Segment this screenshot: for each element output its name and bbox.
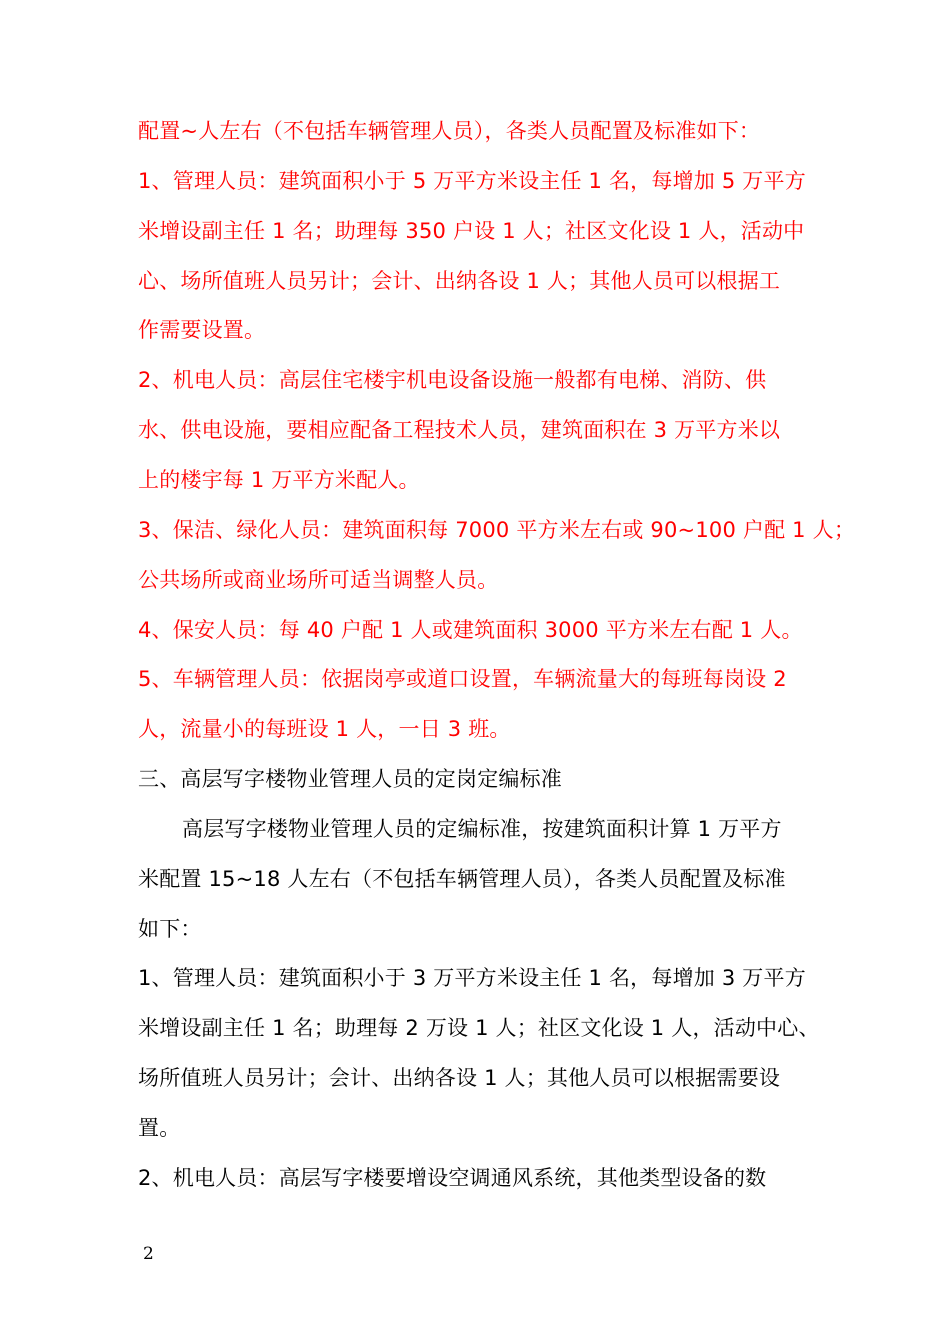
text-line: 5、车辆管理人员：依据岗亭或道口设置，车辆流量大的每班每岗设 2	[138, 667, 787, 691]
text-line: 如下：	[138, 917, 202, 941]
text-line: 配置~人左右（不包括车辆管理人员），各类人员配置及标准如下：	[138, 119, 761, 143]
text-line: 1、管理人员：建筑面积小于 5 万平方米设主任 1 名，每增加 5 万平方	[138, 169, 806, 193]
text-line: 三、高层写字楼物业管理人员的定岗定编标准	[138, 767, 562, 791]
text-line: 置。	[138, 1116, 181, 1140]
text-line: 米增设副主任 1 名；助理每 2 万设 1 人；社区文化设 1 人，活动中心、	[138, 1016, 820, 1040]
text-line: 水、供电设施，要相应配备工程技术人员，建筑面积在 3 万平方米以	[138, 418, 781, 442]
text-line: 场所值班人员另计；会计、出纳各设 1 人；其他人员可以根据需要设	[138, 1066, 781, 1090]
text-line: 米配置 15~18 人左右（不包括车辆管理人员），各类人员配置及标准	[138, 867, 786, 891]
page-number: 2	[143, 1244, 154, 1264]
text-line: 2、机电人员：高层写字楼要增设空调通风系统，其他类型设备的数	[138, 1166, 767, 1190]
text-line: 3、保洁、绿化人员：建筑面积每 7000 平方米左右或 90~100 户配 1 人；	[138, 518, 856, 542]
text-line: 4、保安人员：每 40 户配 1 人或建筑面积 3000 平方米左右配 1 人。	[138, 618, 803, 642]
text-line: 米增设副主任 1 名；助理每 350 户设 1 人；社区文化设 1 人，活动中	[138, 219, 805, 243]
text-line: 心、场所值班人员另计；会计、出纳各设 1 人；其他人员可以根据工	[138, 269, 781, 293]
text-line: 2、机电人员：高层住宅楼宇机电设备设施一般都有电梯、消防、供	[138, 368, 767, 392]
text-line: 人，流量小的每班设 1 人，一日 3 班。	[138, 717, 511, 741]
text-line: 高层写字楼物业管理人员的定编标准，按建筑面积计算 1 万平方	[182, 817, 782, 841]
text-line: 公共场所或商业场所可适当调整人员。	[138, 568, 499, 592]
text-line: 上的楼宇每 1 万平方米配人。	[138, 468, 420, 492]
text-line: 作需要设置。	[138, 318, 266, 342]
text-line: 1、管理人员：建筑面积小于 3 万平方米设主任 1 名，每增加 3 万平方	[138, 966, 806, 990]
